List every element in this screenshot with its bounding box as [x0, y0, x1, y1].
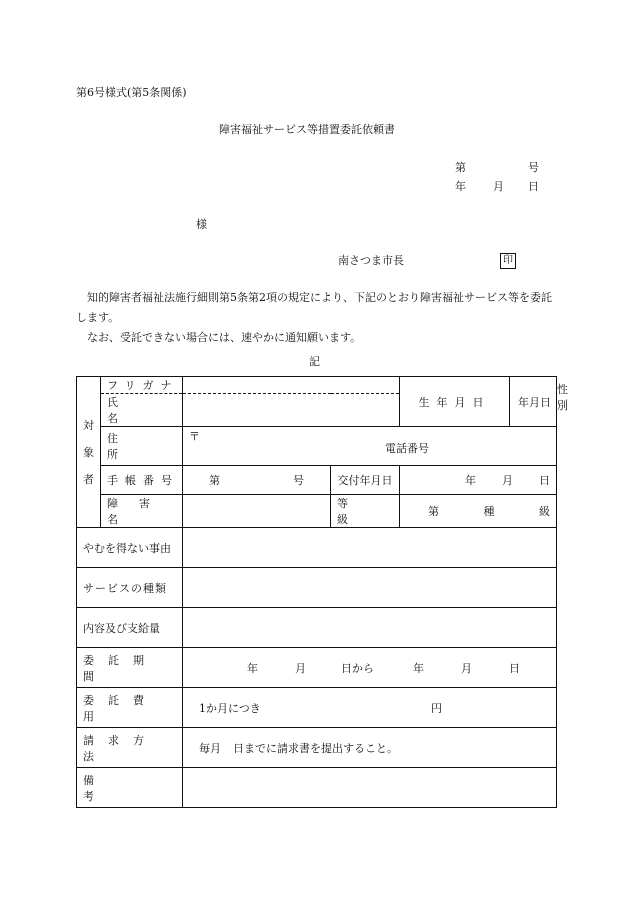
birth-day-unit: 日	[540, 395, 551, 409]
period-year2-unit: 年	[413, 661, 424, 675]
body-text	[76, 288, 556, 348]
handbook-label: 手帳番号	[101, 466, 183, 495]
handbook-dai: 第	[209, 474, 220, 487]
subject-label-char-1: 対	[83, 418, 94, 432]
period-month2-unit: 月	[461, 661, 472, 675]
disability-label: 障害名	[101, 495, 183, 528]
form-number: 第6号様式(第5条関係)	[76, 86, 187, 99]
ki-label: 記	[309, 355, 320, 368]
cost-row	[77, 688, 557, 728]
handbook-go: 号	[293, 474, 304, 487]
sex-label: 性別	[557, 383, 568, 412]
subject-label-char-3: 者	[83, 472, 94, 486]
remarks-label: 備考	[77, 768, 183, 808]
content-field[interactable]	[183, 608, 557, 648]
billing-label: 請求方法	[77, 728, 183, 768]
content-row	[77, 608, 557, 648]
address-label: 住所	[101, 427, 183, 466]
issue-year-unit: 年	[465, 474, 476, 487]
grade-type: 種	[483, 505, 495, 518]
period-month-unit: 月	[295, 661, 306, 675]
date-month: 月	[493, 180, 504, 193]
furigana-label: フリガナ	[101, 377, 183, 394]
seal-mark: 印	[500, 253, 516, 269]
address-field[interactable]	[183, 427, 557, 466]
body-paragraph-2: なお、受託できない場合には、速やかに通知願います。	[87, 331, 362, 344]
request-form-table	[76, 376, 568, 808]
cost-label: 委託費用	[77, 688, 183, 728]
addressee-suffix: 様	[196, 218, 207, 231]
birth-date-field[interactable]	[510, 377, 557, 427]
issue-month-unit: 月	[502, 474, 513, 487]
birth-year-unit: 年	[518, 395, 529, 409]
reason-field[interactable]	[183, 528, 557, 568]
period-from: 日から	[341, 661, 374, 675]
issuer-name: 南さつま市長	[338, 254, 404, 267]
date-day: 日	[528, 180, 539, 193]
service-type-row	[77, 568, 557, 608]
subject-label	[77, 377, 101, 528]
address-row	[77, 427, 557, 466]
period-field[interactable]	[183, 648, 557, 688]
service-type-label: サービスの種類	[77, 568, 183, 608]
period-year-unit: 年	[247, 661, 258, 675]
phone-label: 電話番号	[385, 442, 429, 455]
disability-field[interactable]	[183, 495, 331, 528]
birth-date-label: 生年月日	[400, 377, 510, 427]
date-year: 年	[455, 180, 466, 193]
period-row	[77, 648, 557, 688]
name-field[interactable]	[183, 394, 400, 427]
billing-monthly: 毎月	[199, 741, 221, 755]
handbook-number-field[interactable]	[183, 466, 331, 495]
furigana-row	[77, 377, 557, 394]
billing-field[interactable]	[183, 728, 557, 768]
grade-dai: 第	[428, 505, 439, 518]
cost-yen: 円	[431, 701, 442, 715]
remarks-row	[77, 768, 557, 808]
cost-per-month: 1か月につき	[199, 701, 261, 715]
furigana-field[interactable]	[183, 377, 400, 394]
body-paragraph-1: 知的障害者福祉法施行細則第5条第2項の規定により、下記のとおり障害福祉サービス等を委託します。	[76, 291, 552, 324]
document-title: 障害福祉サービス等措置委託依頼書	[219, 123, 395, 136]
issue-day-unit: 日	[539, 474, 550, 487]
reason-row	[77, 528, 557, 568]
name-label: 氏名	[101, 394, 183, 427]
handbook-row	[77, 466, 557, 495]
billing-text: 日までに請求書を提出すること。	[233, 741, 398, 755]
grade-field[interactable]	[400, 495, 557, 528]
doc-number-go: 号	[528, 161, 539, 174]
billing-row	[77, 728, 557, 768]
period-day2-unit: 日	[509, 661, 520, 675]
remarks-field[interactable]	[183, 768, 557, 808]
birth-month-unit: 月	[529, 395, 540, 409]
subject-label-char-2: 象	[83, 445, 94, 459]
issue-date-label: 交付年月日	[331, 466, 400, 495]
disability-row	[77, 495, 557, 528]
issue-date-field[interactable]	[400, 466, 557, 495]
doc-number-dai: 第	[455, 161, 466, 174]
reason-label: やむを得ない事由	[77, 528, 183, 568]
content-label: 内容及び支給量	[77, 608, 183, 648]
postal-mark: 〒	[189, 430, 200, 443]
period-label: 委託期間	[77, 648, 183, 688]
cost-field[interactable]	[183, 688, 557, 728]
grade-kyu: 級	[539, 505, 550, 518]
service-type-field[interactable]	[183, 568, 557, 608]
grade-label: 等級	[331, 495, 400, 528]
